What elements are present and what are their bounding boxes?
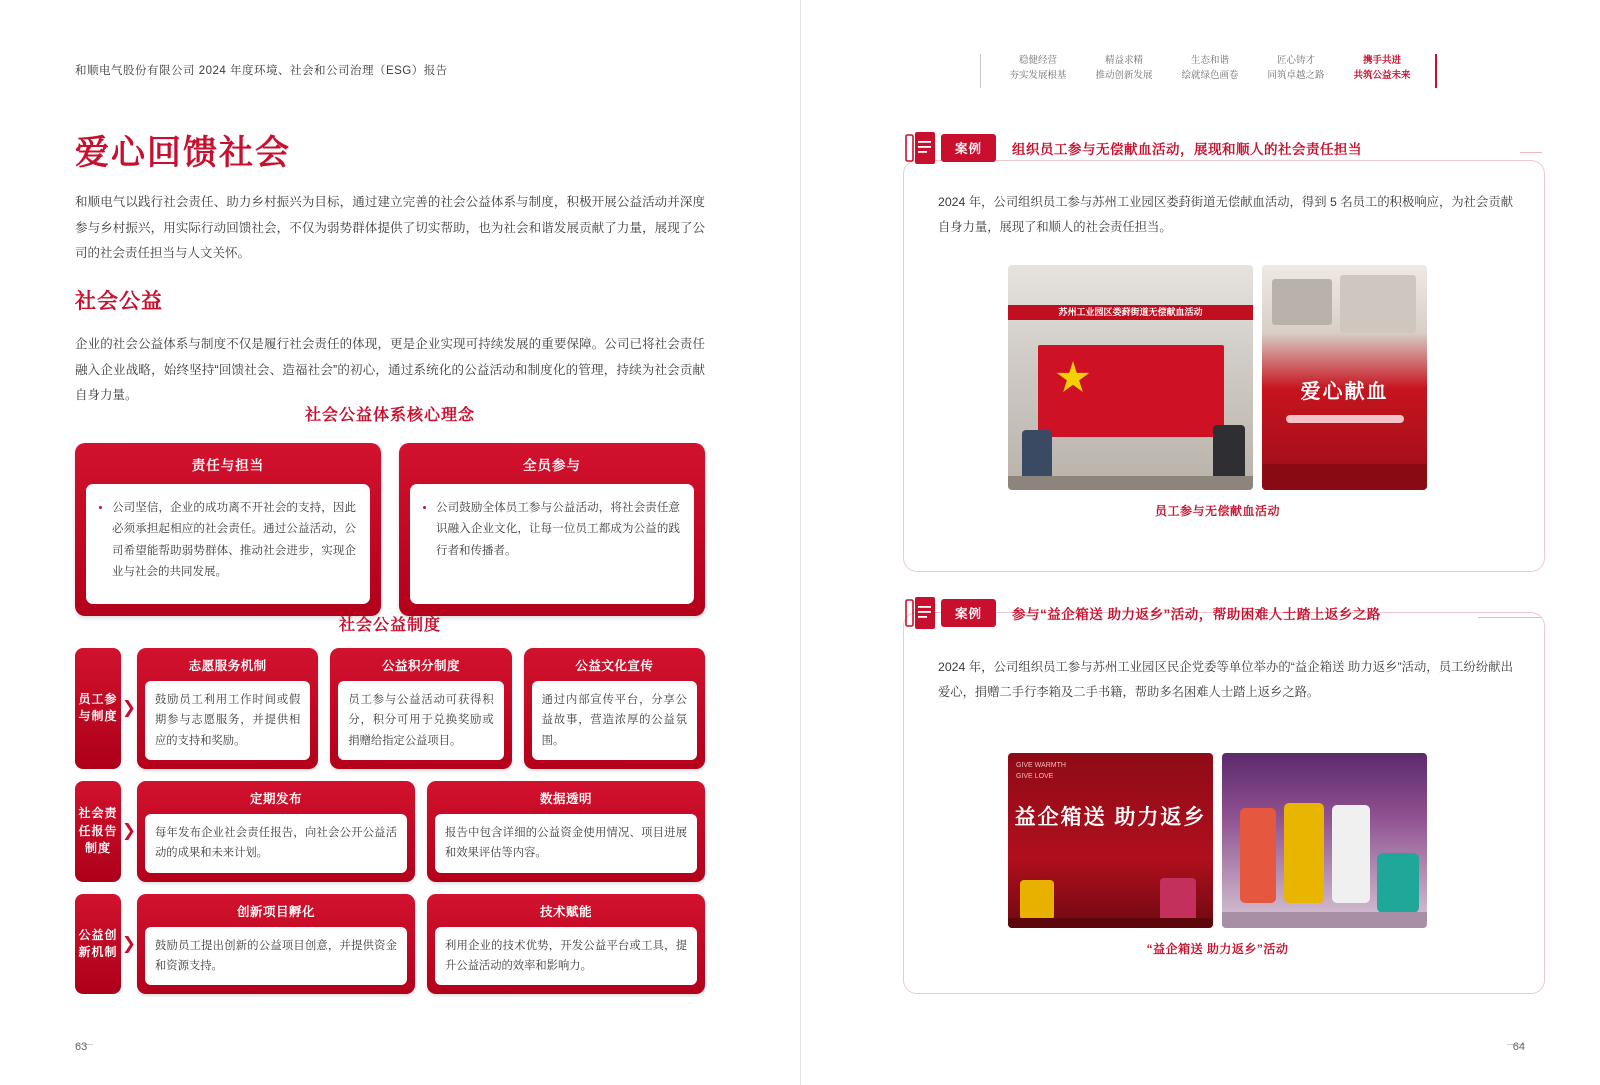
nav-item-4[interactable] (1253, 54, 1339, 83)
system-row-2-tab: 社会责任报告制度 (75, 781, 121, 882)
case-bookmark-icon (905, 597, 935, 629)
system-row-3-tab: 公益创新机制 (75, 894, 121, 995)
system-block-title: 社会公益制度 (338, 617, 441, 634)
nav-item-3-line2: 绘就绿色画卷 (1181, 69, 1239, 81)
system-row-1-cards (137, 648, 705, 769)
case-photo-2-left: GIVE WARMTH GIVE LOVE 益企箱送 助力返乡 (1008, 753, 1213, 928)
chevron-right-icon: ❯ (121, 933, 137, 953)
system-row-2 (75, 781, 705, 882)
concept-card-1 (75, 443, 381, 616)
case-title-1: 组织员工参与无偿献血活动，展现和顺人的社会责任担当 (1012, 142, 1363, 157)
nav-item-5-line2: 共筑公益未来 (1353, 69, 1411, 81)
system-card-2-2 (427, 781, 705, 882)
case-photo-1-left-banner: 苏州工业园区娄葑街道无偿献血活动 (1008, 305, 1253, 320)
case-bookmark-icon (905, 132, 935, 164)
page-title: 爱心回馈社会 (75, 134, 291, 172)
nav-item-2-line1: 精益求精 (1104, 55, 1143, 66)
system-card-2-2-body: 报告中包含详细的公益资金使用情况、项目进展和效果评估等内容。 (435, 814, 697, 873)
case-label-2: 案例 (941, 599, 996, 627)
system-card-3-2 (427, 894, 705, 995)
nav-active-marker (1435, 54, 1437, 88)
system-card-1-3-title: 公益文化宣传 (575, 659, 654, 673)
system-card-2-2-title: 数据透明 (539, 791, 592, 806)
system-card-1-2-body: 员工参与公益活动可获得积分，积分可用于兑换奖励或捐赠给指定公益项目。 (338, 681, 503, 760)
system-card-1-3-body: 通过内部宣传平台，分享公益故事，营造浓厚的公益氛围。 (532, 681, 697, 760)
chevron-right-icon: ❯ (121, 821, 137, 841)
system-card-3-2-title: 技术赋能 (539, 904, 592, 919)
case-text-1: 2024 年，公司组织员工参与苏州工业园区娄葑街道无偿献血活动，得到 5 名员工的积极响应，为社会贡献自身力量，展现了和顺人的社会责任担当。 (938, 195, 1513, 234)
page-number-right: 64 (1512, 1041, 1525, 1053)
system-card-1-2 (330, 648, 511, 769)
page-gutter-divider (800, 0, 801, 1085)
concept-card-2 (399, 443, 705, 616)
case-label-1: 案例 (941, 134, 996, 162)
nav-item-4-line2: 同筑卓越之路 (1267, 69, 1325, 81)
system-card-2-1-title: 定期发布 (249, 791, 302, 806)
case-photo-1-right-text: 爱心献血 (1300, 381, 1389, 403)
system-row-3 (75, 894, 705, 995)
system-card-1-2-title: 公益积分制度 (381, 659, 460, 673)
system-card-3-1-body: 鼓励员工提出创新的公益项目创意，并提供资金和资源支持。 (145, 927, 407, 986)
case-photo-1-right (1262, 265, 1427, 490)
intro-paragraph: 和顺电气以践行社会责任、助力乡村振兴为目标，通过建立完善的社会公益体系与制度，积极开展公益活动并深度参与乡村振兴，用实际行动回馈社会，不仅为弱势群体提供了切实帮助，也为社会和谐发展贡献了力量，展现了公司的社会责任担当与人文关怀。 (75, 195, 705, 261)
system-rows (75, 648, 705, 1006)
case-header-1 (905, 132, 1362, 164)
section-paragraph: 企业的社会公益体系与制度不仅是履行社会责任的体现，更是企业实现可持续发展的重要保障。公司已将社会责任融入企业战略，始终坚持“回馈社会、造福社会”的初心，通过系统化的公益活动和制度化的管理，持续为社会贡献自身力量。 (75, 337, 705, 403)
concept-card-2-title: 全员参与 (523, 458, 581, 473)
nav-item-2[interactable] (1081, 54, 1167, 83)
page-number-left: 63 (75, 1041, 88, 1053)
case-caption-2: “益企箱送 助力返乡”活动 (1146, 942, 1289, 956)
case-rule-1 (1520, 152, 1542, 153)
system-row-2-cards (137, 781, 705, 882)
nav-item-4-line1: 匠心铸才 (1276, 55, 1315, 66)
case-title-2: 参与“益企箱送 助力返乡”活动，帮助困难人士踏上返乡之路 (1012, 607, 1381, 622)
concept-card-1-text: • 公司坚信，企业的成功离不开社会的支持，因此必须承担起相应的社会责任。通过公益活动，公司希望能帮助弱势群体、推动社会进步，实现企业与社会的共同发展。 (112, 498, 356, 583)
system-card-1-3 (524, 648, 705, 769)
concept-card-1-title: 责任与担当 (191, 458, 265, 473)
case-photo-2-right (1222, 753, 1427, 928)
nav-item-3-line1: 生态和谐 (1190, 55, 1229, 66)
nav-item-2-line2: 推动创新发展 (1095, 69, 1153, 81)
nav-item-3[interactable] (1167, 54, 1253, 83)
case-caption-1: 员工参与无偿献血活动 (1154, 504, 1280, 518)
concept-card-1-body (86, 484, 370, 604)
case-photo-2-left-text: 益企箱送 助力返乡 (1014, 806, 1207, 829)
system-card-3-1 (137, 894, 415, 995)
system-card-3-2-body: 利用企业的技术优势，开发公益平台或工具，提升公益活动的效率和影响力。 (435, 927, 697, 986)
section-heading-social-welfare: 社会公益 (75, 290, 163, 313)
concept-cards (75, 443, 705, 616)
system-card-1-1 (137, 648, 318, 769)
case-header-2 (905, 597, 1381, 629)
nav-item-5-line1: 携手共进 (1362, 55, 1401, 66)
section-nav (980, 54, 1437, 88)
system-card-1-1-title: 志愿服务机制 (188, 659, 267, 673)
system-row-3-cards (137, 894, 705, 995)
concept-block-title: 社会公益体系核心理念 (304, 407, 475, 424)
case-text-2: 2024 年，公司组织员工参与苏州工业园区民企党委等单位举办的“益企箱送 助力返乡”活动，员工纷纷献出爱心，捐赠二手行李箱及二手书籍，帮助多名困难人士踏上返乡之路。 (938, 660, 1513, 699)
document-running-title: 和顺电气股份有限公司 2024 年度环境、社会和公司治理（ESG）报告 (75, 65, 448, 77)
nav-item-1-line2: 夯实发展根基 (1009, 69, 1067, 81)
nav-item-1-line1: 稳健经营 (1018, 55, 1057, 66)
system-card-2-1 (137, 781, 415, 882)
case-photo-1-left (1008, 265, 1253, 490)
nav-item-1[interactable] (995, 54, 1081, 83)
system-card-3-1-title: 创新项目孵化 (236, 904, 315, 919)
chevron-right-icon: ❯ (121, 698, 137, 718)
nav-item-5-active[interactable] (1339, 54, 1425, 83)
system-row-1 (75, 648, 705, 769)
concept-card-2-body (410, 484, 694, 604)
concept-card-2-text: • 公司鼓励全体员工参与公益活动，将社会责任意识融入企业文化，让每一位员工都成为公益的践行者和传播者。 (436, 498, 680, 562)
case-rule-2 (1478, 617, 1542, 618)
system-card-1-1-body: 鼓励员工利用工作时间或假期参与志愿服务，并提供相应的支持和奖励。 (145, 681, 310, 760)
system-card-2-1-body: 每年发布企业社会责任报告，向社会公开公益活动的成果和未来计划。 (145, 814, 407, 873)
system-row-1-tab: 员工参与制度 (75, 648, 121, 769)
nav-divider (980, 54, 981, 88)
